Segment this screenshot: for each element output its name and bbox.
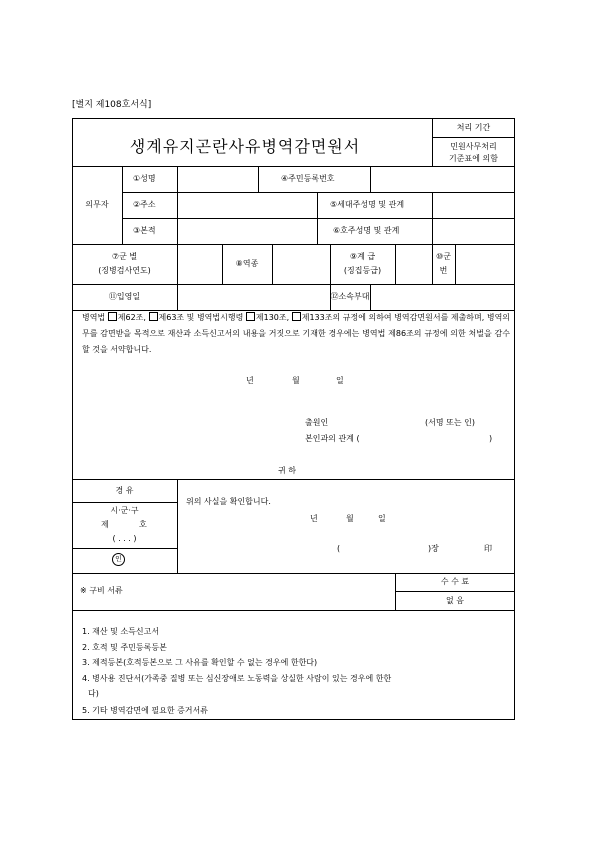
statement-part: 제133조의 규정에 의하여 병역감면원서를 제출하며, 병역의무를 감면받을 목적으로 재산과 소득신고서의 내용을 거짓으로 기재한 경우에는 병역법 제86조의 규정에 의한 처벌을 감수할 것을 서약합니다. xyxy=(82,313,511,354)
unit-label: ⑫소속부대 xyxy=(330,292,370,301)
via-label: 경 유 xyxy=(115,486,134,495)
enlist-date-label: ⑪입영일 xyxy=(108,292,141,301)
fee-label: 수 수 료 xyxy=(440,577,470,586)
confirm-date-month: 월 xyxy=(346,514,354,523)
address-label: ②주소 xyxy=(133,200,156,209)
rule xyxy=(177,166,178,310)
checkbox-art133[interactable] xyxy=(292,312,301,321)
doc-item: 1. 재산 및 소득신고서 xyxy=(82,627,160,636)
seal-mark: 인 xyxy=(112,553,125,566)
statement-part: 제63조 및 병역법시행령 xyxy=(158,313,244,322)
statement-part: 제130조, xyxy=(255,313,290,322)
rule xyxy=(72,502,177,503)
date-day: 일 xyxy=(336,376,344,385)
rank-label: ⑨계 급 xyxy=(349,252,376,261)
rule xyxy=(432,137,515,138)
confirm-statement: 위의 사실을 확인합니다. xyxy=(186,497,271,506)
official-open: ( xyxy=(337,544,341,553)
checkbox-art130[interactable] xyxy=(246,312,255,321)
rule xyxy=(72,548,177,549)
applicant-signer-label: 출원인 xyxy=(305,418,329,427)
branch-label-2: 번 xyxy=(439,266,448,275)
rule xyxy=(258,166,259,192)
doc-item: 다) xyxy=(88,689,99,698)
rule xyxy=(370,284,371,310)
signature-hint: (서명 또는 인) xyxy=(425,418,475,427)
relation-label: 본인과의 관계 ( xyxy=(305,434,360,443)
rule xyxy=(370,166,371,192)
rule xyxy=(432,244,433,284)
branch-label: ⑩군 xyxy=(436,252,451,261)
rule xyxy=(72,479,515,480)
rule xyxy=(317,192,318,244)
domicile-label: ③본적 xyxy=(133,226,156,235)
rule xyxy=(72,284,515,285)
statement-part: 병역법 xyxy=(82,313,106,322)
rule xyxy=(272,244,273,284)
doc-item: 3. 제적등본(호적등본으로 그 사유를 확인할 수 없는 경우에 한한다) xyxy=(82,658,318,667)
fee-value: 없 음 xyxy=(446,596,464,605)
rule xyxy=(122,166,123,244)
office-label: 시·군·구 xyxy=(110,506,139,515)
rule xyxy=(395,244,396,284)
doc-item: 2. 호적 및 주민등록등본 xyxy=(82,643,167,652)
date-month: 월 xyxy=(292,376,300,385)
statement-part: 제62조, xyxy=(117,313,146,322)
required-docs-header: ※ 구비 서류 xyxy=(80,586,123,595)
number-suffix: 호 xyxy=(139,520,147,529)
form-title: 생계유지곤란사유병역감면원서 xyxy=(129,137,361,156)
service-branch-sub: (징병검사연도) xyxy=(98,266,151,275)
processing-period-header: 처리 기간 xyxy=(456,123,491,132)
confirm-date-day: 일 xyxy=(378,514,386,523)
date-year: 년 xyxy=(246,376,254,385)
official-title: )장 xyxy=(428,544,439,553)
applicant-label: 의무자 xyxy=(85,200,109,209)
householder-label: ⑤세대주성명 및 관계 xyxy=(330,200,405,209)
rule xyxy=(72,244,515,245)
checkbox-art63[interactable] xyxy=(149,312,158,321)
family-head-label: ⑥호주성명 및 관계 xyxy=(333,226,400,235)
rule xyxy=(395,591,515,592)
checkbox-art62[interactable] xyxy=(108,312,117,321)
confirm-date-year: 년 xyxy=(310,514,318,523)
service-branch-label: ⑦군 별 xyxy=(111,252,138,261)
rule xyxy=(72,166,515,167)
doc-item: 4. 병사용 진단서(가족중 질병 또는 심신장애로 노동력을 상실한 사람이 있는 경우에 한한 xyxy=(82,674,392,683)
date-paren: ( . . . ) xyxy=(112,534,137,543)
rule xyxy=(72,610,515,611)
processing-period-line2: 기준표에 의함 xyxy=(449,154,498,163)
processing-period-line1: 민원사무처리 xyxy=(450,142,497,151)
rule xyxy=(432,192,433,244)
resident-number-label: ④주민등록번호 xyxy=(281,174,335,183)
rule xyxy=(177,479,178,573)
name-label: ①성명 xyxy=(133,174,156,183)
relation-close: ) xyxy=(489,434,493,443)
rank-sub: (징집등급) xyxy=(343,266,382,275)
official-seal: 印 xyxy=(484,544,492,553)
number-prefix: 제 xyxy=(101,520,109,529)
form-number-tag: [별지 제108호서식] xyxy=(72,100,152,110)
rule xyxy=(122,192,515,193)
service-type-label: ⑧역종 xyxy=(235,259,259,268)
rule xyxy=(122,218,515,219)
rule xyxy=(72,573,515,574)
rule xyxy=(455,244,456,284)
doc-item: 5. 기타 병역감면에 필요한 증거서류 xyxy=(82,706,208,715)
addressee: 귀 하 xyxy=(278,466,296,475)
statement-text xyxy=(82,310,510,358)
